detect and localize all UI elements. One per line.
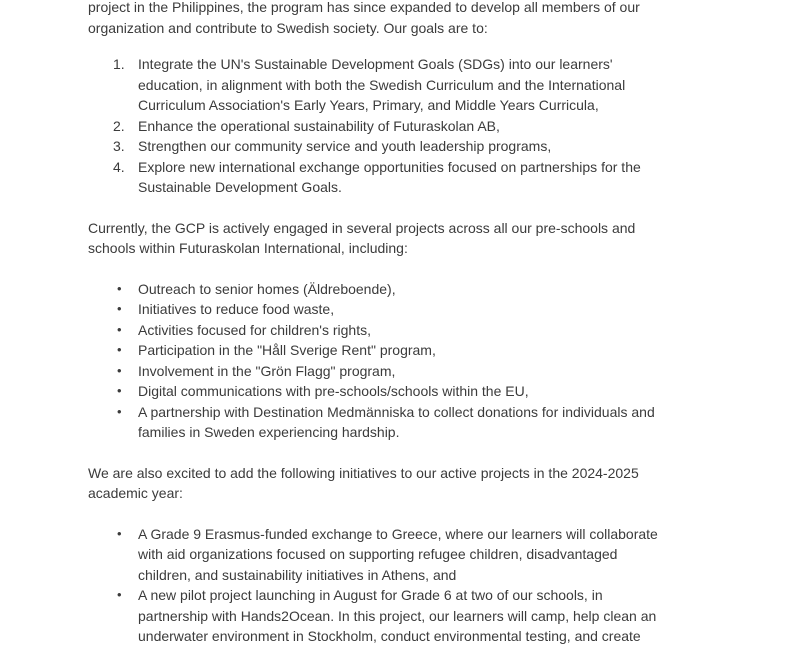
intro-paragraph [88, 0, 768, 38]
list-item-line: Enhance the operational sustainability of Futuraskolan AB, [138, 117, 500, 134]
bullet-icon: • [117, 383, 122, 398]
list-item [88, 585, 768, 647]
list-item-line: education, in alignment with both the Swedish Curriculum and the International [138, 76, 626, 93]
new-initiatives-paragraph-line: We are also excited to add the following initiatives to our active projects in the 2024-2025 [88, 464, 639, 481]
list-item-text [138, 361, 768, 382]
list-item [88, 116, 768, 137]
list-item-line: A new pilot project launching in August for Grade 6 at two of our schools, in [138, 587, 603, 603]
list-item [88, 340, 768, 361]
list-item-text [138, 157, 768, 198]
list-item-text [138, 279, 768, 300]
goals-numbered-list [88, 54, 768, 198]
intro-paragraph-line: organization and contribute to Swedish society. Our goals are to: [88, 19, 488, 36]
list-item [88, 524, 768, 586]
list-item-line: Involvement in the "Grön Flagg" program, [138, 362, 396, 379]
new-initiatives-paragraph [88, 463, 768, 504]
list-item-line: underwater environment in Stockholm, conduct environmental testing, and create [138, 628, 641, 644]
new-initiatives-list [88, 524, 768, 647]
list-item [88, 157, 768, 198]
current-projects-paragraph [88, 218, 768, 259]
current-projects-list [88, 279, 768, 443]
list-item-text [138, 381, 768, 402]
list-item-line: children, and sustainability initiatives in Athens, and [138, 566, 457, 583]
list-item-line: A partnership with Destination Medmänniska to collect donations for individuals and [138, 403, 655, 420]
bullet-icon: • [117, 301, 122, 316]
document-page [88, 0, 768, 667]
list-item-line: Outreach to senior homes (Äldreboende), [138, 280, 396, 297]
bullet-icon: • [117, 280, 122, 296]
list-item-line: Activities focused for children's rights, [138, 321, 371, 338]
list-number: 1. [113, 56, 125, 72]
list-item-line: Integrate the UN's Sustainable Development Goals (SDGs) into our learners' [138, 56, 613, 72]
list-item-line: partnership with Hands2Ocean. In this project, our learners will camp, help clean an [138, 607, 657, 624]
list-item [88, 361, 768, 382]
bullet-icon: • [117, 403, 122, 419]
bullet-icon: • [117, 587, 122, 602]
list-item-text [138, 299, 768, 320]
list-item [88, 320, 768, 341]
list-item-line: A Grade 9 Erasmus-funded exchange to Greece, where our learners will collaborate [138, 525, 658, 542]
current-projects-paragraph-line: Currently, the GCP is actively engaged in several projects across all our pre-schools and [88, 219, 636, 236]
current-projects-paragraph-line: schools within Futuraskolan International, including: [88, 240, 408, 256]
list-item-text [138, 585, 768, 647]
list-item-line: Explore new international exchange opportunities focused on partnerships for the [138, 158, 641, 175]
bullet-icon: • [117, 321, 122, 337]
list-item [88, 299, 768, 320]
list-item-line: Sustainable Development Goals. [138, 179, 342, 195]
list-item-line: Participation in the "Håll Sverige Rent" program, [138, 342, 436, 358]
list-item-line: Strengthen our community service and youth leadership programs, [138, 138, 552, 154]
list-item-text [138, 320, 768, 341]
list-item-text [138, 116, 768, 137]
list-item [88, 54, 768, 116]
list-item-text [138, 136, 768, 157]
list-item-line: with aid organizations focused on supporting refugee children, disadvantaged [138, 546, 618, 562]
list-item-line: Initiatives to reduce food waste, [138, 301, 335, 317]
list-item-text [138, 54, 768, 116]
list-item-line: Digital communications with pre-schools/schools within the EU, [138, 383, 529, 399]
bullet-icon: • [117, 525, 122, 541]
new-initiatives-paragraph-line: academic year: [88, 485, 183, 501]
list-item-text [138, 524, 768, 586]
list-item [88, 136, 768, 157]
list-item [88, 402, 768, 443]
bullet-icon: • [117, 362, 122, 378]
intro-paragraph-line: project in the Philippines, the program has since expanded to develop all members of our [88, 0, 640, 15]
list-item [88, 381, 768, 402]
list-item-line: families in Sweden experiencing hardship. [138, 424, 400, 440]
list-item [88, 279, 768, 300]
list-number: 2. [113, 117, 125, 134]
list-number: 4. [113, 158, 125, 175]
list-item-text [138, 402, 768, 443]
bullet-icon: • [117, 342, 122, 357]
list-number: 3. [113, 138, 125, 154]
list-item-line: Curriculum Association's Early Years, Primary, and Middle Years Curricula, [138, 97, 599, 113]
list-item-text [138, 340, 768, 361]
